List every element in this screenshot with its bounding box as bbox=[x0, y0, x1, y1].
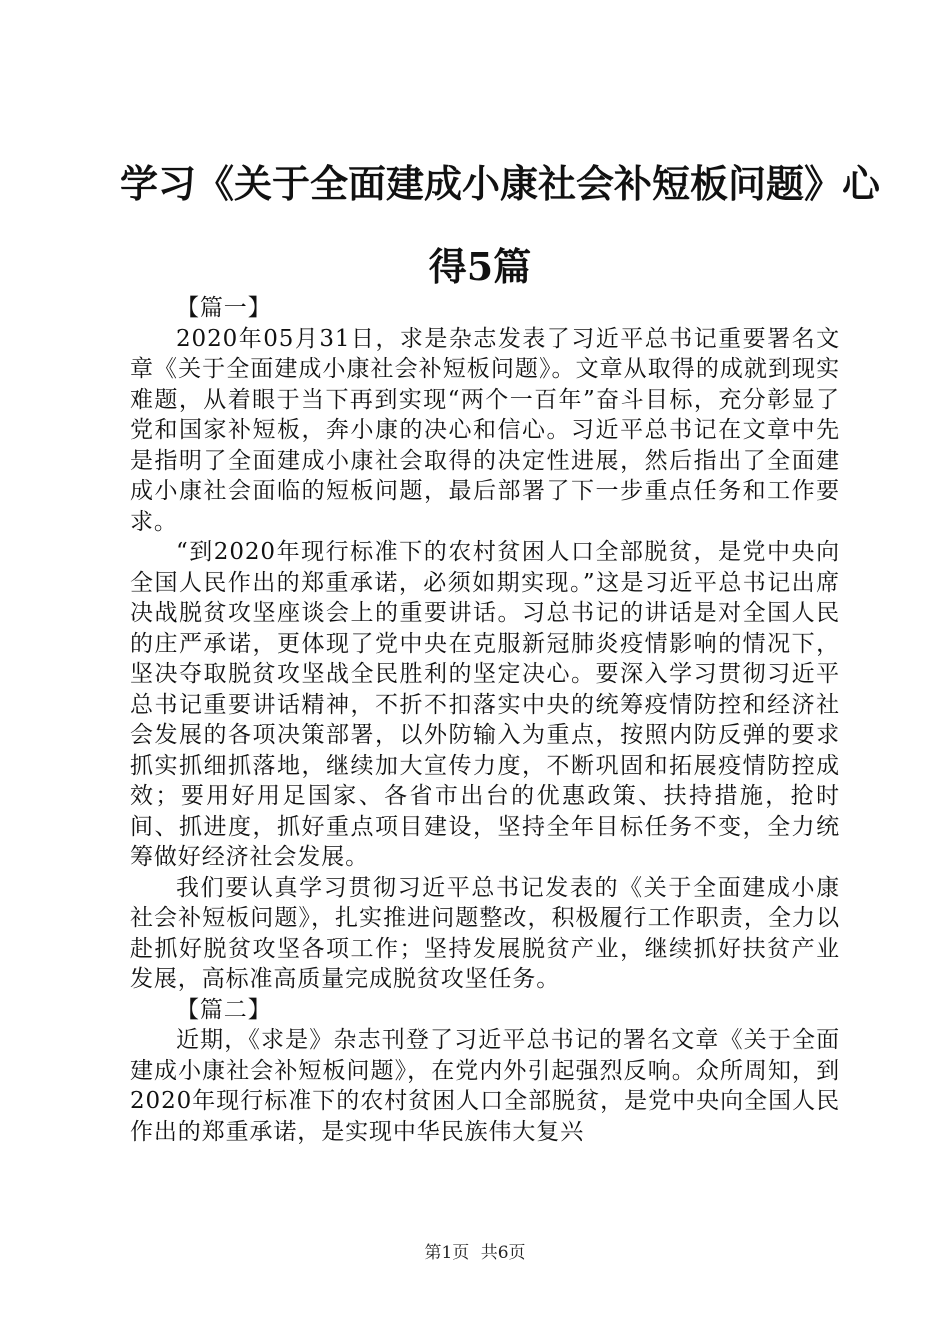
paragraph: 2020年05月31日，求是杂志发表了习近平总书记重要署名文章《关于全面建成小康社会补短板问题》。文章从取得的成就到现实难题，从着眼于当下再到实现“两个一百年”奋斗目标，充分彰显了党和国家补短板，奔小康的决心和信心。习近平总书记在文章中先是指明了全面建成小康社会取得的决定性进展，然后指出了全面建成小康社会面临的短板问题，最后部署了下一步重点任务和工作要求。 bbox=[130, 325, 840, 535]
paragraph: 我们要认真学习贯彻习近平总书记发表的《关于全面建成小康社会补短板问题》，扎实推进问题整改，积极履行工作职责，全力以赴抓好脱贫攻坚各项工作；坚持发展脱贫产业，继续抓好扶贫产业发展，高标准高质量完成脱贫攻坚任务。 bbox=[130, 874, 840, 992]
page-total: 共6页 bbox=[480, 1243, 526, 1263]
paragraph: 近期，《求是》杂志刊登了习近平总书记的署名文章《关于全面建成小康社会补短板问题》，在党内外引起强烈反响。众所周知，到2020年现行标准下的农村贫困人口全部脱贫，是党中央向全国人民作出的郑重承诺，是实现中华民族伟大复兴 bbox=[130, 1027, 840, 1145]
document-body bbox=[130, 293, 840, 1147]
page-number: 第1页 bbox=[424, 1243, 470, 1263]
section-label-2: 【篇二】 bbox=[176, 996, 272, 1023]
page-footer bbox=[0, 1242, 950, 1264]
paragraph: “到2020年现行标准下的农村贫困人口全部脱贫，是党中央向全国人民作出的郑重承诺，必须如期实现。”这是习近平总书记出席决战脱贫攻坚座谈会上的重要讲话。习总书记的讲话是对全国人民的庄严承诺，更体现了党中央在克服新冠肺炎疫情影响的情况下，坚决夺取脱贫攻坚战全民胜利的坚定决心。要深入学习贯彻习近平总书记重要讲话精神，不折不扣落实中央的统筹疫情防控和经济社会发展的各项决策部署，以外防输入为重点，按照内防反弹的要求抓实抓细抓落地，继续加大宣传力度，不断巩固和拓展疫情防控成效；要用好用足国家、各省市出台的优惠政策、扶持措施，抢时间、抓进度，抓好重点项目建设，坚持全年目标任务不变，全力统筹做好经济社会发展。 bbox=[130, 539, 840, 870]
section-label-1: 【篇一】 bbox=[176, 295, 272, 321]
document-title-line-2: 得5篇 bbox=[428, 244, 532, 289]
document-title-line-1: 学习《关于全面建成小康社会补短板问题》心 bbox=[120, 161, 881, 206]
